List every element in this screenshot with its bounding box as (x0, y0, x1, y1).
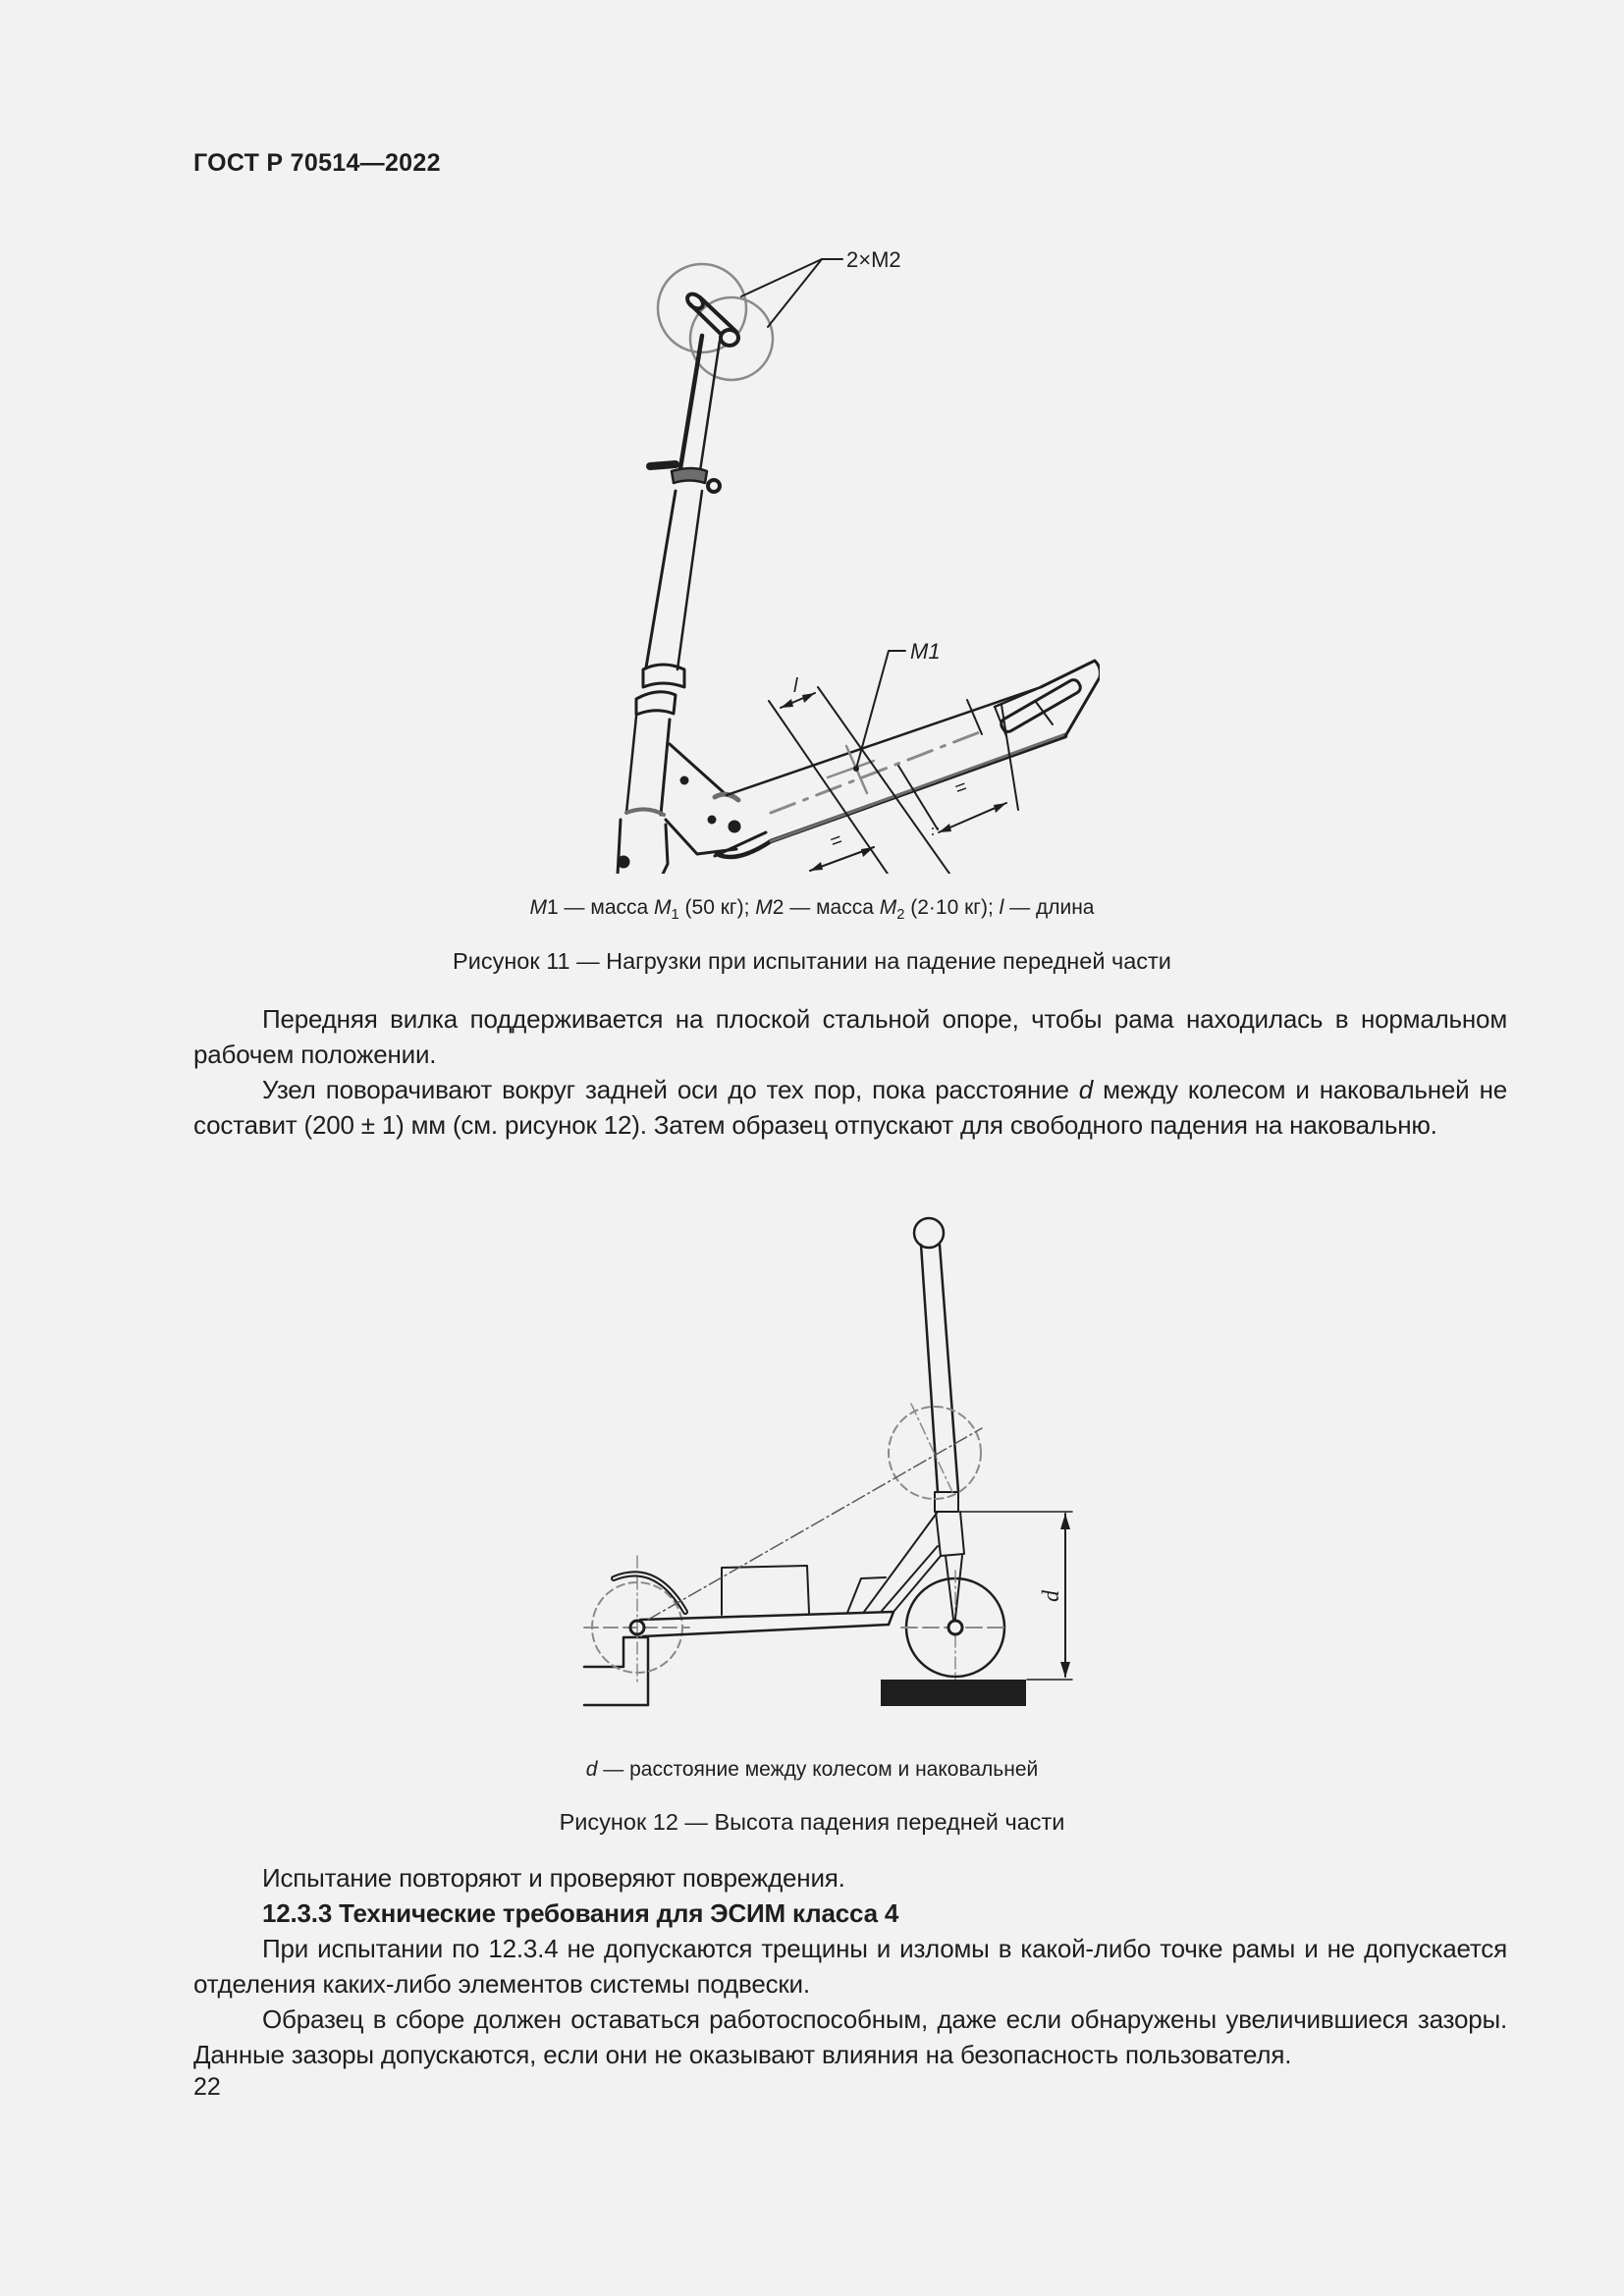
label-equal-left: = (827, 828, 846, 854)
label-m1: M1 (910, 639, 941, 664)
paragraph-rotate-assembly: Узел поворачивают вокруг задней оси до тех пор, пока расстояние d между колесом и наковальней не составит (200 ± 1) мм (см. рисунок 12). Затем образец отпускают для свободного падения на наковальню. (193, 1075, 1507, 1140)
figure-12-caption: Рисунок 12 — Высота падения передней части (559, 1809, 1065, 1835)
section-heading-12-3-3: 12.3.3 Технические требования для ЭСИМ класса 4 (262, 1898, 899, 1928)
paragraph-assembly-functional: Образец в сборе должен оставаться работоспособным, даже если обнаружены увеличившиеся зазоры. Данные зазоры допускаются, если они не оказывают влияния на безопасность пользователя. (193, 2004, 1507, 2069)
label-2xm2: 2×M2 (846, 247, 901, 272)
label-equal-right: = (951, 775, 971, 801)
paragraph-no-cracks: При испытании по 12.3.4 не допускаются трещины и изломы в какой-либо точке рамы и не допускается отделения каких-либо элементов системы подвески. (193, 1934, 1507, 1999)
paragraph-repeat-test: Испытание повторяют и проверяют повреждения. (262, 1863, 845, 1893)
figure-12-drawing (569, 1207, 1159, 1737)
label-d: d (1039, 1590, 1064, 1602)
paragraph-fork-support: Передняя вилка поддерживается на плоской стальной опоре, чтобы рама находилась в нормальном рабочем положении. (193, 1004, 1507, 1069)
document-header: ГОСТ Р 70514—2022 (193, 149, 441, 177)
figure-12-legend: d — расстояние между колесом и наковальней (585, 1758, 1039, 1781)
label-l: l (793, 675, 798, 697)
deck (715, 661, 1100, 857)
handlebar (684, 292, 738, 346)
page-number: 22 (193, 2073, 221, 2101)
anvil (881, 1680, 1026, 1706)
figure-11-drawing (589, 226, 1100, 874)
figure-11-caption: Рисунок 11 — Нагрузки при испытании на падение передней части (453, 948, 1171, 974)
figure-11-legend: M1 — масса $M_1$ (50 кг); M2 — масса $M_2$ (2·10 кг); l — длина (529, 896, 1095, 923)
